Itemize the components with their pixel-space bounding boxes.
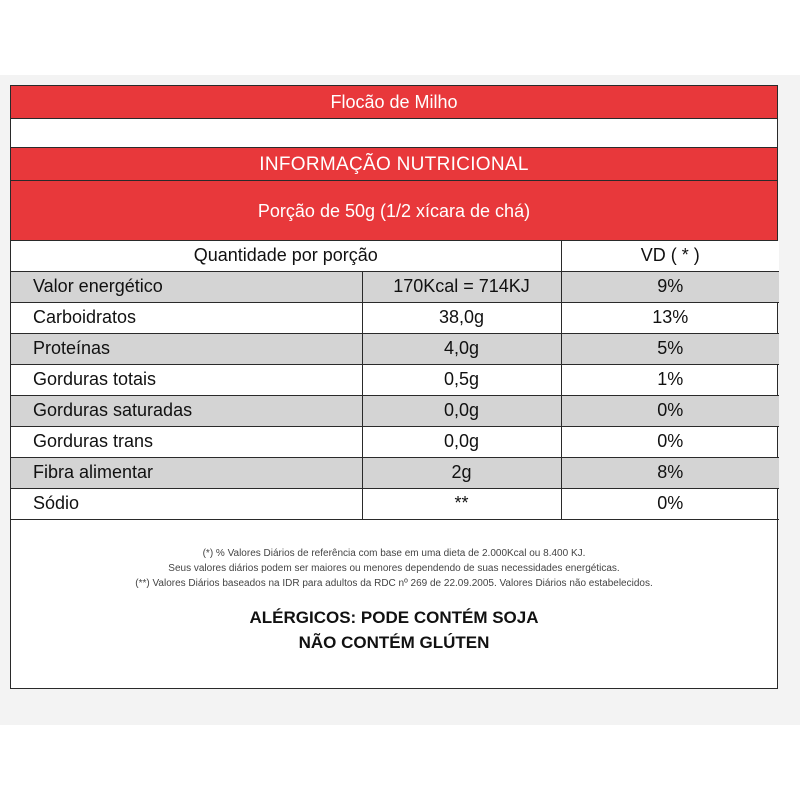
allergen-line: ALÉRGICOS: PODE CONTÉM SOJA [249, 607, 539, 627]
nutrient-vd: 1% [561, 364, 779, 395]
nutrient-name: Sódio [11, 488, 362, 519]
nutrient-quantity: 0,0g [362, 426, 561, 457]
quantity-header: Quantidade por porção [11, 241, 561, 271]
nutrient-name: Valor energético [11, 271, 362, 302]
nutrient-name: Gorduras totais [11, 364, 362, 395]
nutrient-name: Proteínas [11, 333, 362, 364]
table-row [11, 271, 779, 302]
portion-size: Porção de 50g (1/2 xícara de chá) [11, 181, 777, 241]
nutrient-vd: 0% [561, 395, 779, 426]
table-row [11, 488, 779, 519]
nutrient-quantity: 0,0g [362, 395, 561, 426]
nutrient-quantity: 170Kcal = 714KJ [362, 271, 561, 302]
vd-header: VD ( * ) [561, 241, 779, 271]
nutrient-quantity: ** [362, 488, 561, 519]
nutrient-quantity: 0,5g [362, 364, 561, 395]
nutrient-name: Gorduras trans [11, 426, 362, 457]
table-row [11, 395, 779, 426]
nutrient-vd: 0% [561, 426, 779, 457]
product-name: Flocão de Milho [11, 86, 777, 119]
nutrition-label [10, 85, 778, 689]
footnote-line: Seus valores diários podem ser maiores ou menores dependendo de suas necessidades energéticas. [168, 562, 620, 574]
table-row [11, 457, 779, 488]
nutrient-name: Gorduras saturadas [11, 395, 362, 426]
nutrient-vd: 9% [561, 271, 779, 302]
table-row [11, 364, 779, 395]
table-row [11, 426, 779, 457]
nutrient-vd: 0% [561, 488, 779, 519]
nutrient-name: Fibra alimentar [11, 457, 362, 488]
nutrition-info-title: INFORMAÇÃO NUTRICIONAL [11, 148, 777, 181]
footnote-line: (*) % Valores Diários de referência com base em uma dieta de 2.000Kcal ou 8.400 KJ. [202, 547, 586, 559]
nutrient-vd: 13% [561, 302, 779, 333]
footnote-line: (**) Valores Diários baseados na IDR para adultos da RDC nº 269 de 22.09.2005. Valores Diários não estabelecidos. [135, 577, 653, 589]
table-row [11, 302, 779, 333]
nutrient-name: Carboidratos [11, 302, 362, 333]
nutrient-quantity: 38,0g [362, 302, 561, 333]
nutrition-table [11, 241, 779, 520]
nutrient-quantity: 2g [362, 457, 561, 488]
table-row [11, 333, 779, 364]
nutrient-vd: 8% [561, 457, 779, 488]
nutrient-vd: 5% [561, 333, 779, 364]
table-header-row [11, 241, 779, 271]
allergen-warning [11, 605, 777, 655]
allergen-line: NÃO CONTÉM GLÚTEN [298, 632, 490, 652]
nutrient-quantity: 4,0g [362, 333, 561, 364]
footnotes [11, 546, 777, 591]
spacer-band [11, 119, 777, 148]
